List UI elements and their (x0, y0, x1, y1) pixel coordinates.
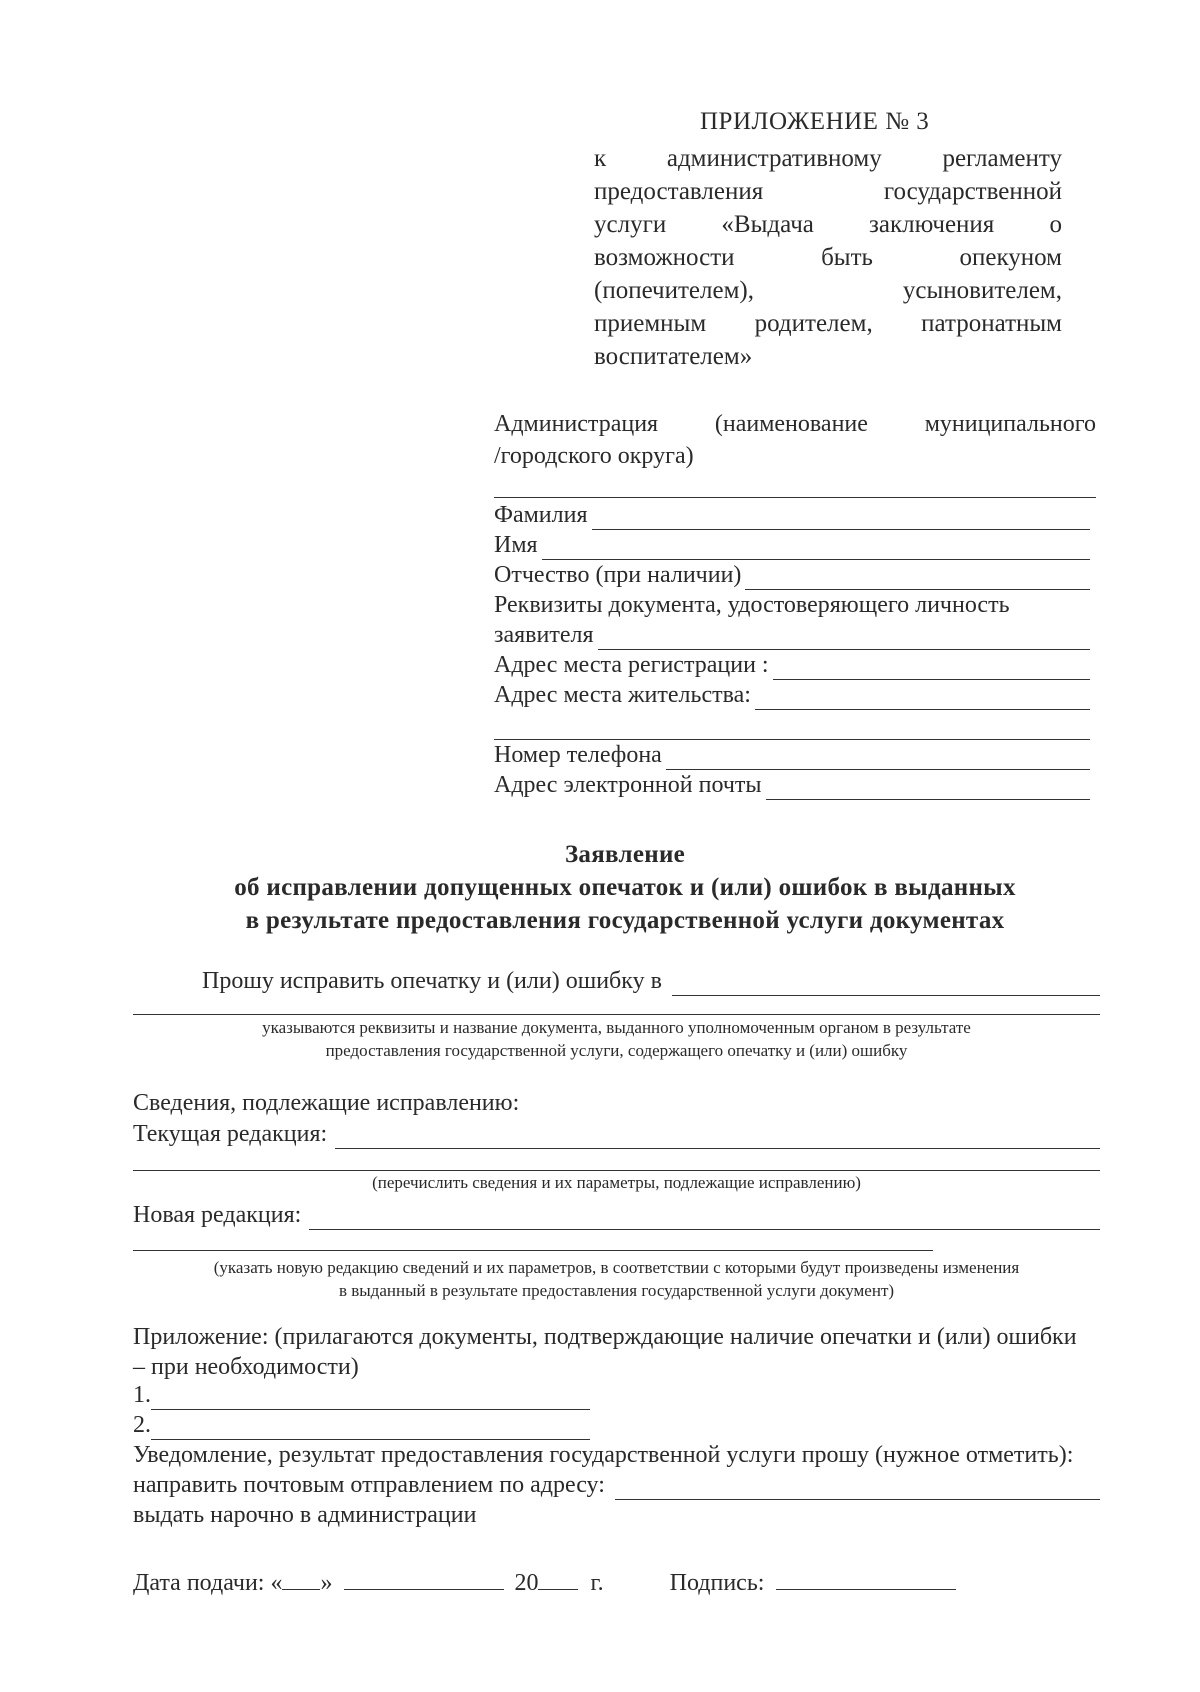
reg-address-label: Адрес места регистрации : (494, 652, 769, 678)
appendix-line-4: возможности быть опекуном (594, 244, 1062, 271)
appendix-title: ПРИЛОЖЕНИЕ № 3 (700, 108, 930, 135)
date-close: » (320, 1570, 333, 1596)
mail-option[interactable] (133, 1470, 1100, 1500)
attachment-line-2: – при необходимости) (133, 1354, 359, 1380)
appendix-line-6: приемным родителем, патронатным (594, 310, 1062, 337)
new-blank-line-2[interactable] (133, 1250, 933, 1251)
date-label: Дата подачи: « (133, 1570, 283, 1596)
attachment-item-1[interactable] (133, 1380, 590, 1410)
new-note (133, 1256, 1100, 1302)
appendix-line-1: к административному регламенту (594, 145, 1062, 172)
new-field[interactable] (133, 1200, 1100, 1230)
request-blank[interactable] (672, 973, 1100, 996)
appendix-line-3: услуги «Выдача заключения о (594, 211, 1062, 238)
admin-line-2: /городского округа) (494, 443, 694, 469)
id-doc-heading (494, 590, 1090, 620)
request-field[interactable] (202, 966, 1100, 996)
signature-label: Подпись: (669, 1570, 765, 1596)
request-note-line-1: указываются реквизиты и название документа, выданного уполномоченным органом в результате (262, 1018, 971, 1037)
patronymic-label: Отчество (при наличии) (494, 562, 742, 588)
item-2-number: 2. (133, 1412, 151, 1438)
doc-title (160, 838, 1090, 937)
appendix-line-2: предоставления государственной (594, 178, 1062, 205)
mail-address-blank[interactable] (615, 1477, 1100, 1500)
new-label: Новая редакция: (133, 1202, 302, 1228)
appendix-line-5: (попечителем), усыновителем, (594, 277, 1062, 304)
signature-blank[interactable] (776, 1569, 956, 1590)
id-doc-label: Реквизиты документа, удостоверяющего личность (494, 592, 1010, 618)
item-1-blank[interactable] (151, 1387, 590, 1410)
admin-line-1: Администрация (наименование муниципального (494, 411, 1096, 437)
email-label: Адрес электронной почты (494, 772, 762, 798)
live-address-field[interactable] (494, 680, 1090, 710)
live-address-extra-field[interactable] (494, 710, 1090, 740)
name-blank[interactable] (542, 537, 1090, 560)
attachment-item-2[interactable] (133, 1410, 590, 1440)
current-note: (перечислить сведения и их параметры, подлежащие исправлению) (372, 1173, 861, 1192)
year-prefix: 20 (514, 1570, 539, 1596)
reg-address-field[interactable] (494, 650, 1090, 680)
recipient-fields (494, 500, 1090, 800)
day-blank[interactable] (282, 1569, 320, 1590)
email-field[interactable] (494, 770, 1090, 800)
name-field[interactable] (494, 530, 1090, 560)
item-1-number: 1. (133, 1382, 151, 1408)
request-note (133, 1016, 1100, 1062)
item-2-blank[interactable] (151, 1417, 590, 1440)
attachment-line-1: Приложение: (прилагаются документы, подтверждающие наличие опечатки и (или) ошибки (133, 1324, 1077, 1350)
name-label: Имя (494, 532, 538, 558)
appendix-line-7: воспитателем» (594, 343, 753, 370)
surname-blank[interactable] (592, 507, 1090, 530)
live-address-blank[interactable] (755, 687, 1090, 710)
reg-address-blank[interactable] (773, 657, 1090, 680)
request-blank-line-2[interactable] (133, 1014, 1100, 1015)
year-blank[interactable] (538, 1569, 578, 1590)
live-address-extra-blank[interactable] (494, 717, 1090, 740)
appendix-text (594, 142, 1062, 373)
surname-label: Фамилия (494, 502, 588, 528)
applicant-blank[interactable] (598, 627, 1090, 650)
year-suffix: г. (590, 1570, 604, 1596)
phone-field[interactable] (494, 740, 1090, 770)
title-line-3: в результате предоставления государственной услуги документах (245, 907, 1005, 934)
mail-label: направить почтовым отправлением по адресу: (133, 1472, 605, 1498)
applicant-field[interactable] (494, 620, 1090, 650)
new-blank[interactable] (309, 1207, 1100, 1230)
applicant-label: заявителя (494, 622, 594, 648)
recipient-admin (494, 408, 1096, 472)
phone-blank[interactable] (666, 747, 1090, 770)
title-line-1: Заявление (564, 841, 686, 868)
admin-blank-line[interactable] (494, 497, 1096, 498)
new-note-line-1: (указать новую редакцию сведений и их параметров, в соответствии с которыми будут произведены изменения (213, 1258, 1020, 1277)
current-label: Текущая редакция: (133, 1121, 328, 1147)
current-blank[interactable] (335, 1126, 1100, 1149)
request-note-line-2: предоставления государственной услуги, содержащего опечатку и (или) ошибку (325, 1041, 908, 1060)
request-label: Прошу исправить опечатку и (или) ошибку в (202, 968, 662, 994)
surname-field[interactable] (494, 500, 1090, 530)
patronymic-blank[interactable] (745, 567, 1090, 590)
current-field[interactable] (133, 1119, 1100, 1149)
date-signature-row (133, 1568, 956, 1598)
live-address-label: Адрес места жительства: (494, 682, 751, 708)
phone-label: Номер телефона (494, 742, 662, 768)
title-line-2: об исправлении допущенных опечаток и (или) ошибок в выданных (234, 874, 1016, 901)
patronymic-field[interactable] (494, 560, 1090, 590)
handover-option[interactable]: выдать нарочно в администрации (133, 1502, 477, 1528)
month-blank[interactable] (344, 1569, 504, 1590)
notice-line: Уведомление, результат предоставления государственной услуги прошу (нужное отметить): (133, 1442, 1074, 1468)
email-blank[interactable] (766, 777, 1090, 800)
info-label: Сведения, подлежащие исправлению: (133, 1090, 520, 1116)
new-note-line-2: в выданный в результате предоставления государственной услуги документ) (338, 1281, 895, 1300)
